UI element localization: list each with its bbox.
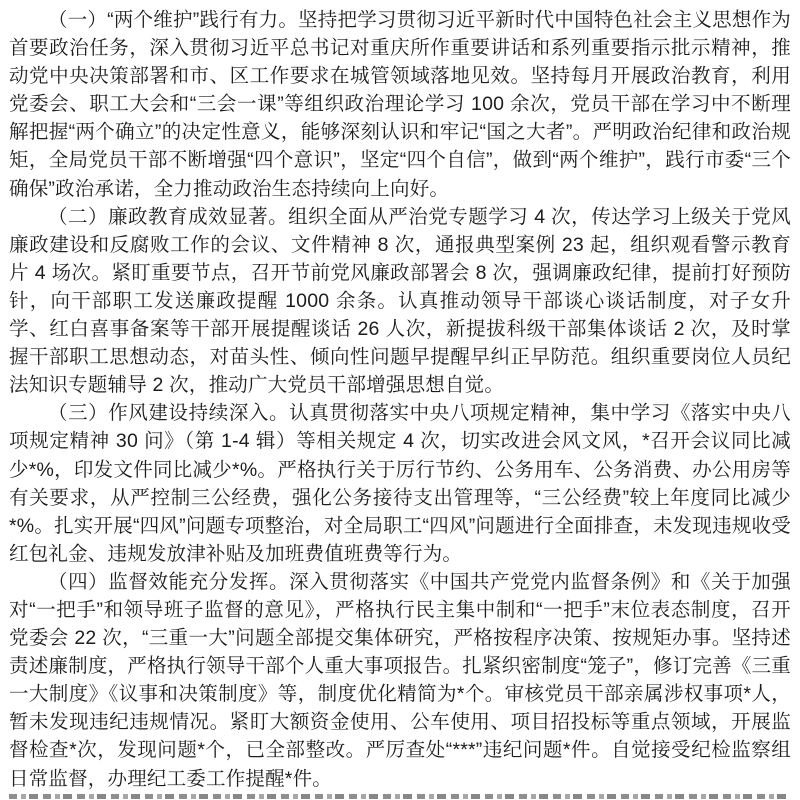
paragraph-4-supervision: （四）监督效能充分发挥。深入贯彻落实《中国共产党党内监督条例》和《关于加强对“一把手”和领导班子监督的意见》，严格执行民主集中制和“一把手”末位表态制度，召开党委会 22 次，“三重一大”问题全部提交集体研究，严格按程序决策、按规矩办事。坚持述责述廉制度，严格执行领导干部个人重大事项报告。扎紧织密制度“笼子”，修订完善《三重一大制度》《议事和决策制度》等，制度优化精简为*个。审核党员干部亲属涉权事项*人，暂未发现违纪违规情况。紧盯大额资金使用、公车使用、项目招投标等重点领域，开展监督检查*次，发现问题*个，已全部整改。严厉查处“***”违纪问题*件。自觉接受纪检监察组日常监督，办理纪工委工作提醒*件。 — [9, 570, 791, 790]
paragraph-2-integrity-education: （二）廉政教育成效显著。组织全面从严治党专题学习 4 次，传达学习上级关于党风廉政建设和反腐败工作的会议、文件精神 8 次，通报典型案例 23 起，组织观看警示教育片 4 场次。紧盯重要节点，召开节前党风廉政部署会 8 次，强调廉政纪律，提前打好预防针，向干部职工发送廉政提醒 1000 余条。认真推动领导干部谈心谈话制度，对子女升学、红白喜事备案等干部开展提醒谈话 26 人次，新提拔科级干部集体谈话 2 次，及时掌握干部职工思想动态，对苗头性、倾向性问题早提醒早纠正早防范。组织重要岗位人员纪法知识专题辅导 2 次，推动广大党员干部增强思想自觉。 — [9, 205, 791, 397]
paragraph-1-two-upholds: （一）“两个维护”践行有力。坚持把学习贯彻习近平新时代中国特色社会主义思想作为首要政治任务，深入贯彻习近平总书记对重庆所作重要讲话和系列重要指示批示精神，推动党中央决策部署和市、区工作要求在城管领域落地见效。坚持每月开展政治教育，利用党委会、职工大会和“三会一课”等组织政治理论学习 100 余次，党员干部在学习中不断理解把握“两个确立”的决定性意义，能够深刻认识和牢记“国之大者”。严明政治纪律和政治规矩，全局党员干部不断增强“四个意识”，坚定“四个自信”，做到“两个维护”，践行市委“三个确保”政治承诺，全力推动政治生态持续向上向好。 — [9, 9, 791, 200]
clipped-next-line-fragment — [9, 794, 790, 799]
paragraph-3-work-style: （三）作风建设持续深入。认真贯彻落实中央八项规定精神，集中学习《落实中央八项规定精神 30 问》（第 1-4 辑）等相关规定 4 次，切实改进会风文风，*召开会议同比减少*%，印发文件同比减少*%。严格执行关于厉行节约、公务用车、公务消费、办公用房等有关要求，从严控制三公经费，强化公务接待支出管理等，“三公经费”较上年度同比减少*%。扎实开展“四风”问题专项整治，对全局职工“四风”问题进行全面排查，未发现违规收受红包礼金、违规发放津补贴及加班费值班费等行为。 — [9, 402, 791, 565]
